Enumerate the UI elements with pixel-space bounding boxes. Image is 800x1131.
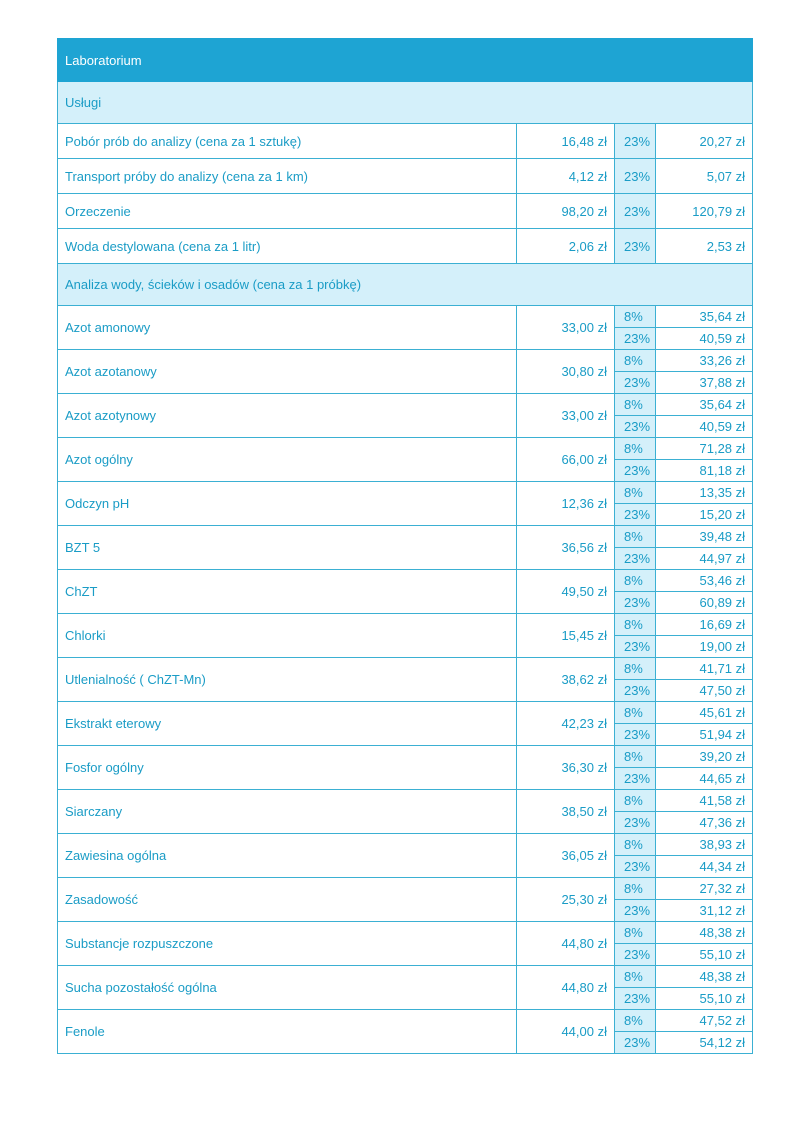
- item-name: Woda destylowana (cena za 1 litr): [58, 229, 517, 264]
- price-table-body: [58, 39, 753, 1054]
- table-row: [58, 614, 753, 636]
- item-name: Ekstrakt eterowy: [58, 702, 517, 746]
- item-name: ChZT: [58, 570, 517, 614]
- table-row: [58, 159, 753, 194]
- table-row: [58, 438, 753, 460]
- item-name: Siarczany: [58, 790, 517, 834]
- vat-rate-8: 8%: [615, 570, 656, 592]
- price-table: [57, 38, 753, 1054]
- vat-rate-23: 23%: [615, 768, 656, 790]
- vat-rate-8: 8%: [615, 878, 656, 900]
- net-price: 36,05 zł: [517, 834, 615, 878]
- item-name: Zasadowość: [58, 878, 517, 922]
- net-price: 66,00 zł: [517, 438, 615, 482]
- item-name: Fenole: [58, 1010, 517, 1054]
- vat-rate-23: 23%: [615, 460, 656, 482]
- table-row: [58, 194, 753, 229]
- gross-price: 20,27 zł: [656, 124, 753, 159]
- gross-price-8: 41,58 zł: [656, 790, 753, 812]
- gross-price-23: 44,34 zł: [656, 856, 753, 878]
- vat-rate-23: 23%: [615, 416, 656, 438]
- vat-rate-8: 8%: [615, 702, 656, 724]
- item-name: Chlorki: [58, 614, 517, 658]
- item-name: Odczyn pH: [58, 482, 517, 526]
- vat-rate-23: 23%: [615, 372, 656, 394]
- section-heading-row: [58, 264, 753, 306]
- price-list: [57, 38, 752, 1054]
- gross-price-8: 27,32 zł: [656, 878, 753, 900]
- gross-price-8: 35,64 zł: [656, 306, 753, 328]
- gross-price-23: 40,59 zł: [656, 416, 753, 438]
- vat-rate-8: 8%: [615, 482, 656, 504]
- section-heading: Analiza wody, ścieków i osadów (cena za 1 próbkę): [58, 264, 753, 306]
- vat-rate-23: 23%: [615, 548, 656, 570]
- item-name: Azot azotynowy: [58, 394, 517, 438]
- item-name: Orzeczenie: [58, 194, 517, 229]
- table-row: [58, 1010, 753, 1032]
- table-row: [58, 526, 753, 548]
- table-row: [58, 229, 753, 264]
- vat-rate-23: 23%: [615, 988, 656, 1010]
- vat-rate-8: 8%: [615, 658, 656, 680]
- net-price: 44,00 zł: [517, 1010, 615, 1054]
- item-name: Substancje rozpuszczone: [58, 922, 517, 966]
- item-name: Azot ogólny: [58, 438, 517, 482]
- vat-rate-8: 8%: [615, 394, 656, 416]
- gross-price-23: 47,36 zł: [656, 812, 753, 834]
- gross-price-8: 48,38 zł: [656, 966, 753, 988]
- net-price: 36,30 zł: [517, 746, 615, 790]
- gross-price: 5,07 zł: [656, 159, 753, 194]
- net-price: 38,62 zł: [517, 658, 615, 702]
- gross-price: 120,79 zł: [656, 194, 753, 229]
- gross-price-8: 38,93 zł: [656, 834, 753, 856]
- table-title-row: [58, 39, 753, 82]
- vat-rate-8: 8%: [615, 350, 656, 372]
- gross-price-8: 53,46 zł: [656, 570, 753, 592]
- net-price: 12,36 zł: [517, 482, 615, 526]
- vat-rate-8: 8%: [615, 438, 656, 460]
- vat-rate: 23%: [615, 124, 656, 159]
- net-price: 44,80 zł: [517, 922, 615, 966]
- table-row: [58, 658, 753, 680]
- vat-rate: 23%: [615, 229, 656, 264]
- section-heading: Usługi: [58, 82, 753, 124]
- net-price: 98,20 zł: [517, 194, 615, 229]
- gross-price-8: 16,69 zł: [656, 614, 753, 636]
- vat-rate-23: 23%: [615, 504, 656, 526]
- vat-rate: 23%: [615, 159, 656, 194]
- item-name: BZT 5: [58, 526, 517, 570]
- net-price: 25,30 zł: [517, 878, 615, 922]
- gross-price-23: 51,94 zł: [656, 724, 753, 746]
- table-row: [58, 878, 753, 900]
- net-price: 38,50 zł: [517, 790, 615, 834]
- net-price: 49,50 zł: [517, 570, 615, 614]
- net-price: 33,00 zł: [517, 394, 615, 438]
- gross-price-8: 48,38 zł: [656, 922, 753, 944]
- vat-rate-8: 8%: [615, 746, 656, 768]
- vat-rate-23: 23%: [615, 592, 656, 614]
- item-name: Utlenialność ( ChZT-Mn): [58, 658, 517, 702]
- item-name: Pobór prób do analizy (cena za 1 sztukę): [58, 124, 517, 159]
- vat-rate-23: 23%: [615, 724, 656, 746]
- vat-rate-8: 8%: [615, 790, 656, 812]
- gross-price-8: 33,26 zł: [656, 350, 753, 372]
- table-row: [58, 306, 753, 328]
- gross-price-8: 39,48 zł: [656, 526, 753, 548]
- table-row: [58, 482, 753, 504]
- item-name: Transport próby do analizy (cena za 1 km): [58, 159, 517, 194]
- gross-price-8: 41,71 zł: [656, 658, 753, 680]
- gross-price-23: 47,50 zł: [656, 680, 753, 702]
- vat-rate: 23%: [615, 194, 656, 229]
- net-price: 16,48 zł: [517, 124, 615, 159]
- vat-rate-23: 23%: [615, 680, 656, 702]
- item-name: Sucha pozostałość ogólna: [58, 966, 517, 1010]
- vat-rate-23: 23%: [615, 812, 656, 834]
- gross-price-23: 19,00 zł: [656, 636, 753, 658]
- table-row: [58, 790, 753, 812]
- net-price: 44,80 zł: [517, 966, 615, 1010]
- item-name: Azot amonowy: [58, 306, 517, 350]
- table-row: [58, 350, 753, 372]
- table-row: [58, 570, 753, 592]
- item-name: Zawiesina ogólna: [58, 834, 517, 878]
- table-row: [58, 746, 753, 768]
- table-row: [58, 966, 753, 988]
- gross-price-8: 35,64 zł: [656, 394, 753, 416]
- item-name: Fosfor ogólny: [58, 746, 517, 790]
- net-price: 33,00 zł: [517, 306, 615, 350]
- table-row: [58, 394, 753, 416]
- vat-rate-8: 8%: [615, 834, 656, 856]
- vat-rate-23: 23%: [615, 900, 656, 922]
- gross-price-8: 39,20 zł: [656, 746, 753, 768]
- gross-price-8: 47,52 zł: [656, 1010, 753, 1032]
- gross-price-23: 44,97 zł: [656, 548, 753, 570]
- vat-rate-23: 23%: [615, 328, 656, 350]
- net-price: 15,45 zł: [517, 614, 615, 658]
- gross-price-23: 54,12 zł: [656, 1032, 753, 1054]
- net-price: 4,12 zł: [517, 159, 615, 194]
- vat-rate-8: 8%: [615, 614, 656, 636]
- gross-price-8: 13,35 zł: [656, 482, 753, 504]
- gross-price-23: 44,65 zł: [656, 768, 753, 790]
- gross-price-23: 55,10 zł: [656, 988, 753, 1010]
- gross-price-23: 31,12 zł: [656, 900, 753, 922]
- section-heading-row: [58, 82, 753, 124]
- gross-price-23: 81,18 zł: [656, 460, 753, 482]
- table-row: [58, 124, 753, 159]
- net-price: 42,23 zł: [517, 702, 615, 746]
- net-price: 30,80 zł: [517, 350, 615, 394]
- net-price: 2,06 zł: [517, 229, 615, 264]
- gross-price-23: 55,10 zł: [656, 944, 753, 966]
- vat-rate-23: 23%: [615, 856, 656, 878]
- vat-rate-8: 8%: [615, 1010, 656, 1032]
- table-row: [58, 834, 753, 856]
- gross-price-8: 71,28 zł: [656, 438, 753, 460]
- net-price: 36,56 zł: [517, 526, 615, 570]
- vat-rate-23: 23%: [615, 636, 656, 658]
- vat-rate-8: 8%: [615, 922, 656, 944]
- gross-price-23: 37,88 zł: [656, 372, 753, 394]
- vat-rate-8: 8%: [615, 526, 656, 548]
- vat-rate-8: 8%: [615, 306, 656, 328]
- gross-price-23: 15,20 zł: [656, 504, 753, 526]
- table-title: Laboratorium: [58, 39, 753, 82]
- item-name: Azot azotanowy: [58, 350, 517, 394]
- gross-price-8: 45,61 zł: [656, 702, 753, 724]
- gross-price-23: 60,89 zł: [656, 592, 753, 614]
- gross-price: 2,53 zł: [656, 229, 753, 264]
- vat-rate-23: 23%: [615, 944, 656, 966]
- gross-price-23: 40,59 zł: [656, 328, 753, 350]
- vat-rate-23: 23%: [615, 1032, 656, 1054]
- table-row: [58, 702, 753, 724]
- vat-rate-8: 8%: [615, 966, 656, 988]
- table-row: [58, 922, 753, 944]
